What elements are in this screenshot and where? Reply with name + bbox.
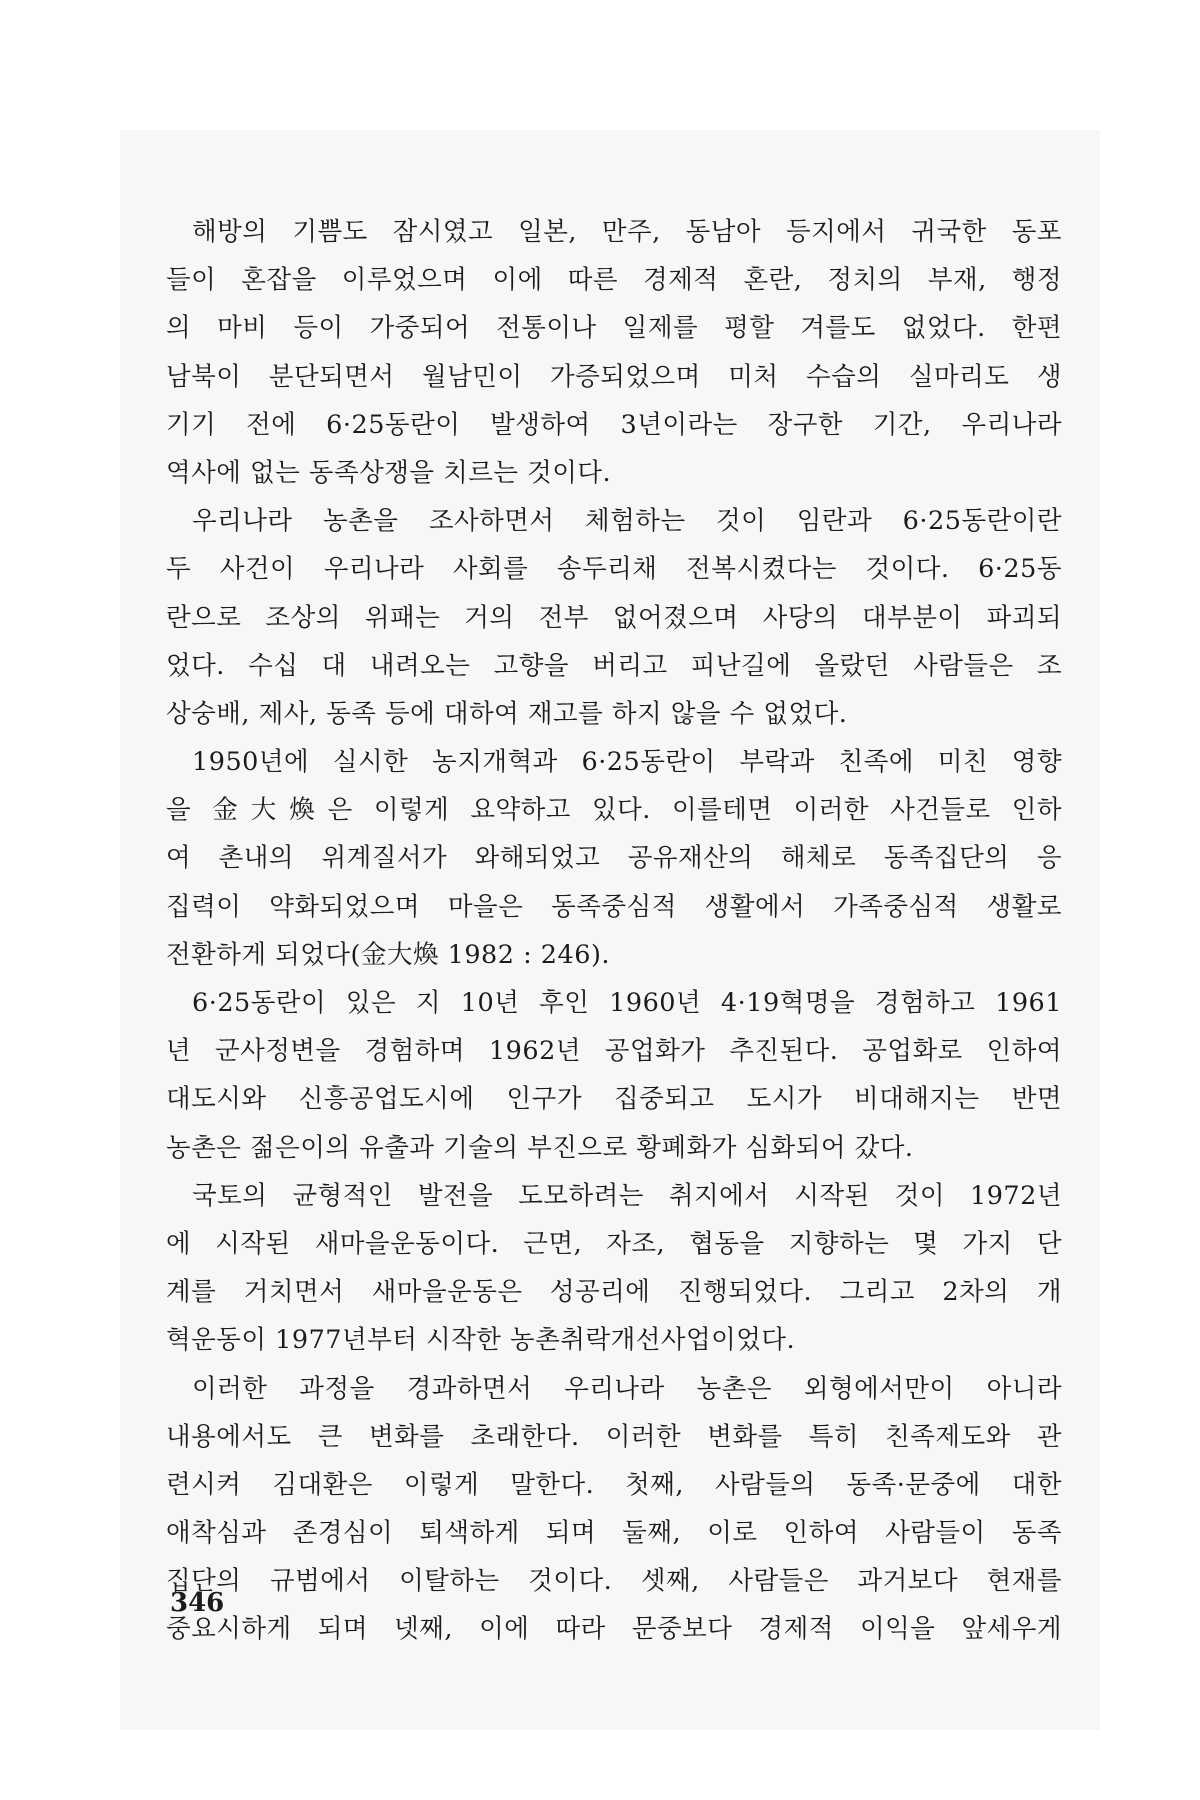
text-line: 을 金大煥은 이렇게 요약하고 있다. 이를테면 이러한 사건들로 인하 (166, 795, 1062, 826)
text-line: 의 마비 등이 가중되어 전통이나 일제를 평할 겨를도 없었다. 한편 (166, 313, 1062, 344)
text-line: 들이 혼잡을 이루었으며 이에 따른 경제적 혼란, 정치의 부재, 행정 (166, 265, 1062, 296)
text-line: 집단의 규범에서 이탈하는 것이다. 셋째, 사람들은 과거보다 현재를 (166, 1566, 1062, 1597)
text-line: 대도시와 신흥공업도시에 인구가 집중되고 도시가 비대해지는 반면 (166, 1084, 1062, 1115)
text-line: 1950년에 실시한 농지개혁과 6·25동란이 부락과 친족에 미친 영향 (192, 747, 1062, 778)
text-line: 기기 전에 6·25동란이 발생하여 3년이라는 장구한 기간, 우리나라 (166, 409, 1062, 440)
paragraph (166, 497, 1062, 738)
text-line: 내용에서도 큰 변화를 초래한다. 이러한 변화를 특히 친족제도와 관 (166, 1421, 1062, 1452)
paragraph (166, 1365, 1062, 1654)
text-line: 남북이 분단되면서 월남민이 가증되었으며 미처 수습의 실마리도 생 (166, 361, 1062, 392)
text-line: 이러한 과정을 경과하면서 우리나라 농촌은 외형에서만이 아니라 (192, 1373, 1062, 1404)
text-line: 역사에 없는 동족상쟁을 치르는 것이다. (166, 457, 612, 488)
paragraph (166, 738, 1062, 979)
text-line: 련시켜 김대환은 이렇게 말한다. 첫째, 사람들의 동족·문중에 대한 (166, 1469, 1062, 1500)
text-line: 중요시하게 되며 넷째, 이에 따라 문중보다 경제적 이익을 앞세우게 (166, 1614, 1062, 1645)
text-line: 었다. 수십 대 내려오는 고향을 버리고 피난길에 올랐던 사람들은 조 (166, 650, 1062, 681)
text-line: 전환하게 되었다(金大煥 1982 : 246). (166, 939, 611, 970)
text-line: 여 촌내의 위계질서가 와해되었고 공유재산의 해체로 동족집단의 응 (166, 843, 1062, 874)
text-line: 란으로 조상의 위패는 거의 전부 없어졌으며 사당의 대부분이 파괴되 (166, 602, 1062, 633)
text-line: 6·25동란이 있은 지 10년 후인 1960년 4·19혁명을 경험하고 1961 (192, 988, 1062, 1018)
page-number: 346 (170, 1588, 225, 1618)
text-line: 집력이 약화되었으며 마을은 동족중심적 생활에서 가족중심적 생활로 (166, 891, 1062, 922)
text-line: 우리나라 농촌을 조사하면서 체험하는 것이 임란과 6·25동란이란 (192, 506, 1062, 537)
text-line: 혁운동이 1977년부터 시작한 농촌취락개선사업이었다. (166, 1325, 796, 1356)
text-line: 국토의 균형적인 발전을 도모하려는 취지에서 시작된 것이 1972년 (192, 1180, 1062, 1211)
body-text (166, 208, 1062, 1654)
paragraph (166, 208, 1062, 497)
text-line: 해방의 기쁨도 잠시였고 일본, 만주, 동남아 등지에서 귀국한 동포 (192, 217, 1062, 247)
text-line: 상숭배, 제사, 동족 등에 대하여 재고를 하지 않을 수 없었다. (166, 698, 848, 729)
paragraph (166, 1172, 1062, 1365)
text-line: 농촌은 젊은이의 유출과 기술의 부진으로 황폐화가 심화되어 갔다. (166, 1132, 914, 1163)
paragraph (166, 979, 1062, 1172)
text-line: 년 군사정변을 경험하며 1962년 공업화가 추진된다. 공업화로 인하여 (166, 1036, 1062, 1067)
text-line: 계를 거치면서 새마을운동은 성공리에 진행되었다. 그리고 2차의 개 (166, 1277, 1062, 1308)
text-line: 에 시작된 새마을운동이다. 근면, 자조, 협동을 지향하는 몇 가지 단 (166, 1228, 1062, 1259)
text-line: 두 사건이 우리나라 사회를 송두리채 전복시켰다는 것이다. 6·25동 (166, 554, 1062, 585)
text-line: 애착심과 존경심이 퇴색하게 되며 둘째, 이로 인하여 사람들이 동족 (166, 1518, 1062, 1549)
